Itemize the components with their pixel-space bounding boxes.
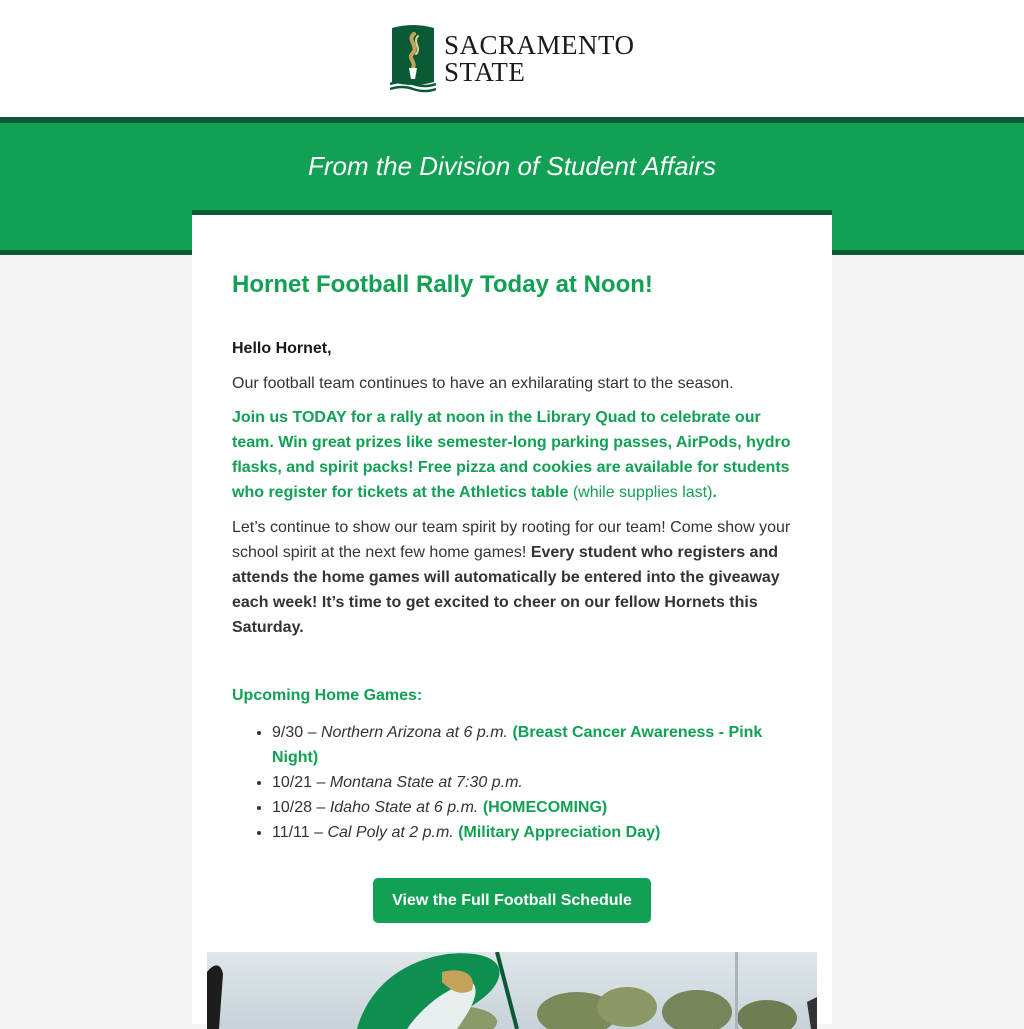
football-flag-photo [207, 952, 817, 1029]
intro-paragraph: Our football team continues to have an exhilarating start to the season. [232, 375, 734, 392]
logo-line-2: STATE [444, 57, 526, 87]
game-date: 10/21 – [272, 774, 330, 791]
list-item [272, 795, 792, 820]
rally-paragraph [232, 405, 792, 505]
spirit-plain-text: Let’s continue to show our team spirit by rooting for our team! Come show your school spirit at the next few home games! [232, 519, 791, 561]
torch-shield-icon [390, 24, 436, 94]
game-matchup: Montana State at 7:30 p.m. [329, 774, 523, 791]
banner-title: From the Division of Student Affairs [308, 151, 716, 181]
rally-bold-text: Join us TODAY for a rally at noon in the Library Quad to celebrate our team. Win great prizes like semester-long parking passes, AirPods, hydro flasks, and spirit packs! Free pizza and cookies are available for students who register for tickets at the Athletics table [232, 409, 791, 501]
game-date: 10/28 – [272, 799, 330, 816]
game-date: 11/11 – [272, 824, 328, 841]
sacramento-state-logo[interactable] [390, 24, 650, 96]
rally-note: (while supplies last) [568, 484, 713, 501]
rally-end: . [712, 484, 717, 501]
game-note: (HOMECOMING) [482, 799, 608, 816]
logo-wordmark [444, 32, 635, 86]
list-item [272, 770, 792, 795]
stadium-flag-image [207, 952, 817, 1029]
game-matchup: Cal Poly at 2 p.m. [327, 824, 454, 841]
game-matchup: Northern Arizona at 6 p.m. [320, 724, 508, 741]
email-headline: Hornet Football Rally Today at Noon! [232, 271, 653, 298]
list-item [272, 720, 792, 770]
game-note: (Military Appreciation Day) [458, 824, 661, 841]
email-card [192, 210, 832, 1024]
game-date: 9/30 – [272, 724, 321, 741]
view-schedule-button[interactable]: View the Full Football Schedule [373, 878, 651, 923]
spirit-paragraph [232, 515, 792, 640]
spirit-bold-text: Every student who registers and attends the home games will automatically be entered into the giveaway each week! It’s time to get excited to cheer on our fellow Hornets this Saturday. [232, 544, 780, 636]
game-note: (Breast Cancer Awareness - Pink Night) [272, 724, 763, 766]
greeting: Hello Hornet, [232, 340, 332, 357]
games-heading: Upcoming Home Games: [232, 687, 423, 704]
home-games-list [232, 720, 792, 845]
email-header [0, 0, 1024, 117]
logo-line-1: SACRAMENTO [444, 30, 635, 60]
list-item [272, 820, 792, 845]
game-matchup: Idaho State at 6 p.m. [329, 799, 479, 816]
